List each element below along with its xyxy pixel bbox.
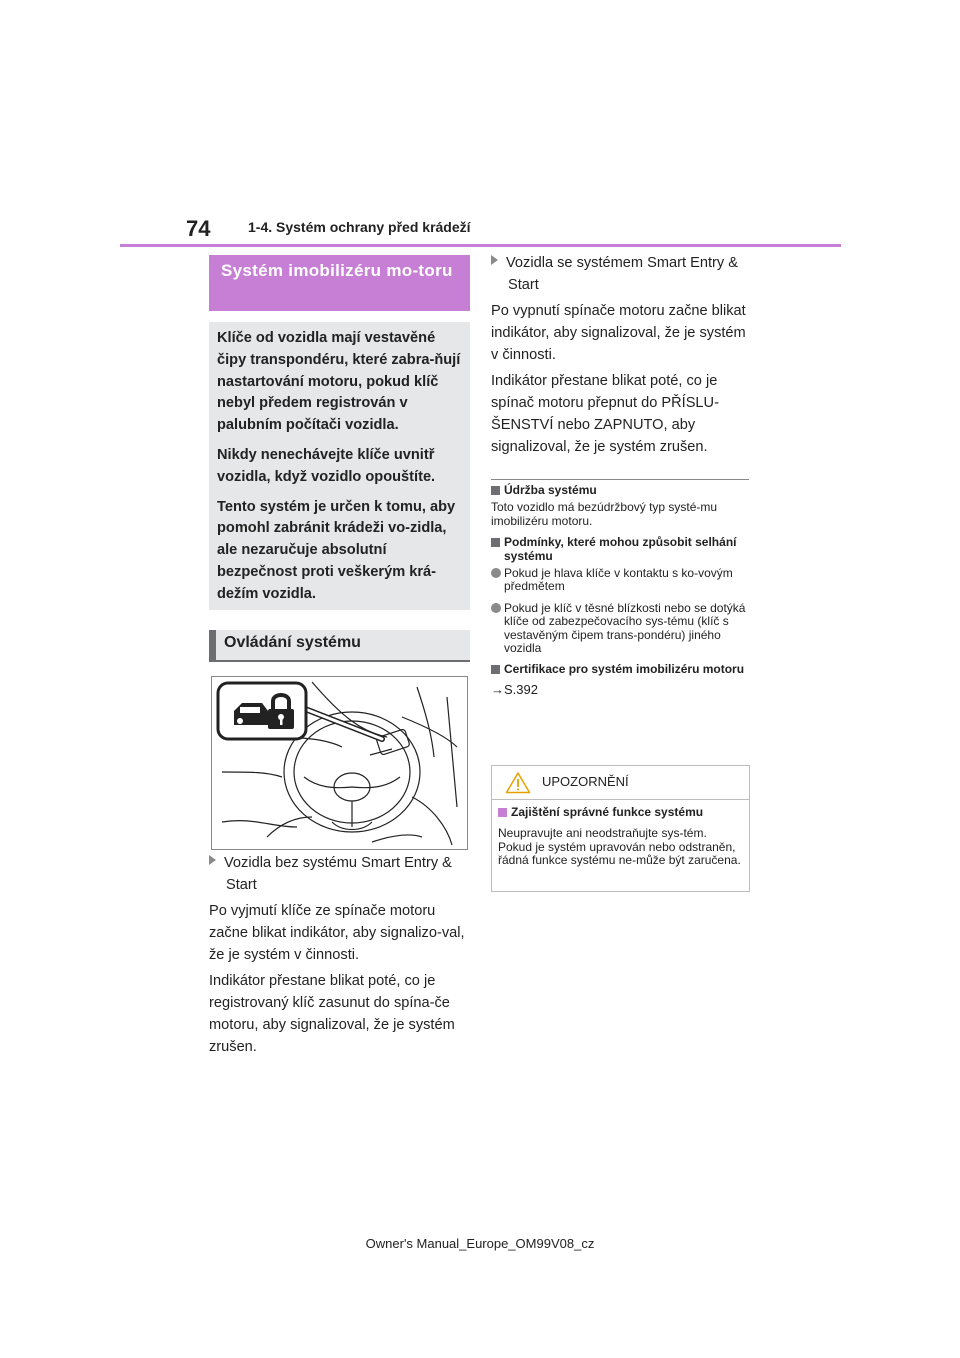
list-item: Pokud je hlava klíče v kontaktu s ko-vovým předmětem <box>491 567 749 594</box>
arrow-marker-icon <box>491 255 498 265</box>
chapter-title: 1-4. Systém ochrany před krádeží <box>248 219 471 235</box>
header-rule <box>120 244 841 247</box>
caution-content <box>492 800 749 868</box>
caution-box <box>491 765 750 892</box>
without-smart-title: Vozidla bez systému Smart Entry & Start <box>209 853 470 897</box>
with-smart-title: Vozidla se systémem Smart Entry & Start <box>491 253 749 297</box>
body-paragraph: Po vypnutí spínače motoru začne blikat indikátor, aby signalizoval, že je systém v činnosti. <box>491 303 746 363</box>
arrow-marker-icon <box>209 855 216 865</box>
page-number: 74 <box>186 216 211 241</box>
caution-label: UPOZORNĚNÍ <box>542 774 629 789</box>
dashboard-drawing <box>212 677 467 849</box>
note-body: Toto vozidlo má bezúdržbový typ systé-mu imobilizéru motoru. <box>491 500 718 528</box>
warning-triangle-icon <box>505 771 531 794</box>
square-bullet-icon <box>491 538 500 547</box>
footer-text: Owner's Manual_Europe_OM99V08_cz <box>365 1236 595 1251</box>
control-heading: Ovládání systému <box>209 630 470 662</box>
list-item: Pokud je klíč v těsné blízkosti nebo se dotýká klíče od zabezpečovacího sys-tému (klíč s vestavěným čipem trans-pondéru) jiného vozidla <box>491 602 749 656</box>
with-smart-text <box>491 301 749 464</box>
steering-wheel-illustration <box>211 676 468 850</box>
immobilizer-paragraph: Nikdy nenechávejte klíče uvnitř vozidla, když vozidlo opouštíte. <box>217 446 436 485</box>
immobilizer-paragraph: Tento systém je určen k tomu, aby pomohl zabránit krádeži vo-zidla, ale nezaručuje absolutní bezpečnost proti veškerým krá-dežím vozidla. <box>217 498 456 602</box>
page-reference: →S.392 <box>491 681 538 697</box>
square-bullet-icon <box>491 665 500 674</box>
round-bullet-icon <box>491 603 501 613</box>
note-heading: Certifikace pro systém imobilizéru motoru <box>491 663 749 676</box>
without-smart-text <box>209 901 470 1064</box>
body-paragraph: Po vyjmutí klíče ze spínače motoru začne blikat indikátor, aby signalizo-val, že je systém v činnosti. <box>209 903 465 963</box>
immobilizer-heading: Systém imobilizéru mo-toru <box>209 255 470 311</box>
immobilizer-indicator-icon <box>218 683 306 739</box>
caution-body: Neupravujte ani neodstraňujte sys-tém. Pokud je systém upravován nebo odstraněn, řádná funkce systému ne-může být zaručena. <box>498 826 741 868</box>
square-bullet-icon <box>498 808 507 817</box>
notes-section <box>491 484 749 696</box>
caution-header <box>492 766 749 800</box>
note-heading: Podmínky, které mohou způsobit selhání systému <box>491 536 749 563</box>
caution-heading: Zajištění správné funkce systému <box>498 806 743 819</box>
round-bullet-icon <box>491 568 501 578</box>
square-bullet-icon <box>491 486 500 495</box>
notes-rule <box>491 479 749 480</box>
immobilizer-info-box <box>209 322 470 610</box>
body-paragraph: Indikátor přestane blikat poté, co je registrovaný klíč zasunut do spína-če motoru, aby signalizoval, že je systém zrušen. <box>209 973 455 1055</box>
note-heading: Údržba systému <box>491 484 749 497</box>
immobilizer-paragraph: Klíče od vozidla mají vestavěné čipy transpondéru, které zabra-ňují nastartování motoru, pokud klíč nebyl předem registrován v palubním počítači vozidla. <box>217 330 461 434</box>
body-paragraph: Indikátor přestane blikat poté, co je spínač motoru přepnut do PŘÍSLU-ŠENSTVÍ nebo ZAPNUTO, aby signalizoval, že je systém zrušen. <box>491 373 719 455</box>
